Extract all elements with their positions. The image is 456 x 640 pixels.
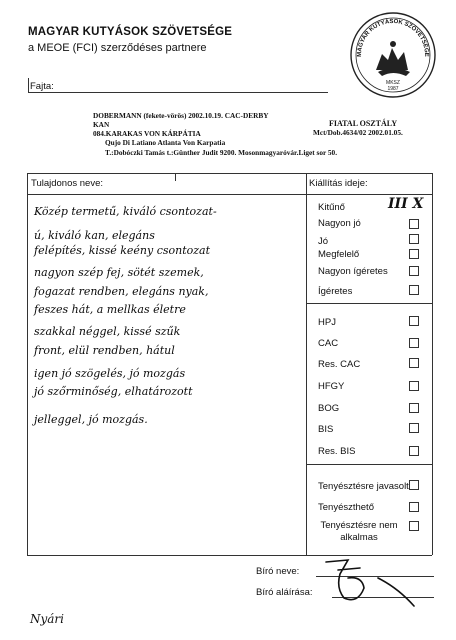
judge-signature-image	[318, 548, 428, 610]
dog-catalog-name: 084.KARAKAS VON KÁRPÁTIA	[93, 129, 201, 138]
form-frame-top	[27, 173, 432, 174]
show-date-label: Kiállítás ideje:	[309, 178, 368, 189]
title-bis-checkbox[interactable]	[409, 423, 419, 433]
breeding-recommended-checkbox[interactable]	[409, 480, 419, 490]
title-cac-label: CAC	[318, 338, 339, 349]
grade-handwritten-mark: III X	[388, 196, 424, 212]
critique-line: fogazat rendben, elegáns nyak,	[34, 285, 209, 298]
title-res-bis-label: Res. BIS	[318, 446, 356, 457]
breeding-recommended-label: Tenyésztésre javasolt	[318, 481, 409, 492]
title-hfgy-checkbox[interactable]	[409, 381, 419, 391]
title-res-cac-label: Res. CAC	[318, 359, 361, 370]
critique-line: Közép termetű, kiváló csontozat-	[34, 205, 217, 218]
breeding-not-suitable-label: Tenyésztésre nem alkalmas	[320, 520, 398, 543]
title-cac-checkbox[interactable]	[409, 338, 419, 348]
critique-line: ú, kiváló kan, elegáns	[34, 229, 155, 242]
column-divider	[306, 174, 307, 555]
critique-line: jó szőrminőség, elhatározott	[34, 385, 193, 398]
dog-breeder-owner: T.:Dobóczki Tamás t.:Günther Judit 9200. Mosonmagyaróvár.Liget sor 50.	[105, 148, 338, 157]
grade-very-good-label: Nagyon jó	[318, 218, 361, 229]
grade-very-good-checkbox[interactable]	[409, 219, 419, 229]
svg-text:MAGYAR KUTYÁSOK SZÖVETSÉGE: MAGYAR KUTYÁSOK SZÖVETSÉGE	[356, 18, 430, 57]
grade-promising-label: Ígéretes	[318, 286, 353, 297]
org-name: MAGYAR KUTYÁSOK SZÖVETSÉGE	[28, 26, 233, 38]
judge-name-label: Bíró neve:	[256, 566, 300, 577]
grade-very-promising-label: Nagyon ígéretes	[318, 266, 388, 277]
critique-line: felépítés, kissé keény csontozat	[34, 244, 211, 257]
breed-field-line	[28, 92, 328, 93]
grade-excellent-label: Kitűnő	[318, 202, 345, 213]
breeding-not-suitable-checkbox[interactable]	[409, 521, 419, 531]
dog-sex: KAN	[93, 120, 110, 129]
handwritten-footnote: Nyári	[30, 612, 65, 626]
critique-line: szakkal néggel, kissé szűk	[34, 325, 181, 338]
breed-field-edge	[28, 78, 29, 92]
critique-line: nagyon szép fej, sötét szemek,	[34, 266, 204, 279]
dog-breed-date-show: DOBERMANN (fekete-vörös) 2002.10.19. CAC-DERBY	[93, 111, 269, 120]
organization-seal-icon	[348, 10, 438, 100]
grade-sufficient-checkbox[interactable]	[409, 249, 419, 259]
svg-text:MKSZ: MKSZ	[386, 80, 400, 86]
grade-good-label: Jó	[318, 236, 329, 247]
title-hfgy-label: HFGY	[318, 381, 345, 392]
breeding-allowed-label: Tenyészthető	[318, 502, 374, 513]
critique-line: feszes hát, a mellkas életre	[34, 303, 186, 316]
breeding-allowed-checkbox[interactable]	[409, 502, 419, 512]
title-res-bis-checkbox[interactable]	[409, 446, 419, 456]
titles-divider	[306, 464, 432, 465]
dog-class: FIATAL OSZTÁLY	[329, 119, 398, 128]
judge-signature-label: Bíró aláírása:	[256, 587, 313, 598]
title-bog-label: BOG	[318, 403, 340, 414]
owner-name-label: Tulajdonos neve:	[31, 178, 104, 189]
title-bis-label: BIS	[318, 424, 334, 435]
critique-line: front, elül rendben, hátul	[34, 344, 175, 357]
grade-good-checkbox[interactable]	[409, 234, 419, 244]
title-hpj-label: HPJ	[318, 317, 336, 328]
breed-label: Fajta:	[30, 81, 54, 92]
grade-sufficient-label: Megfelelő	[318, 249, 360, 260]
owner-row-divider	[27, 194, 432, 195]
grade-very-promising-checkbox[interactable]	[409, 266, 419, 276]
grade-promising-checkbox[interactable]	[409, 285, 419, 295]
title-res-cac-checkbox[interactable]	[409, 358, 419, 368]
form-frame-left	[27, 173, 28, 555]
dog-parents: Qujo Di Latiano Atlanta Von Karpatia	[105, 138, 226, 147]
svg-text:1987: 1987	[387, 86, 399, 92]
org-subtitle: a MEOE (FCI) szerződéses partnere	[28, 42, 207, 54]
title-bog-checkbox[interactable]	[409, 403, 419, 413]
grades-divider	[306, 303, 432, 304]
owner-field-tick	[175, 174, 176, 181]
form-frame-right	[432, 173, 433, 555]
critique-line: igen jó szögelés, jó mozgás	[34, 367, 186, 380]
title-hpj-checkbox[interactable]	[409, 316, 419, 326]
critique-line: jelleggel, jó mozgás.	[34, 413, 148, 426]
dog-registration: Mct/Dob.4634/02 2002.01.05.	[313, 128, 403, 137]
